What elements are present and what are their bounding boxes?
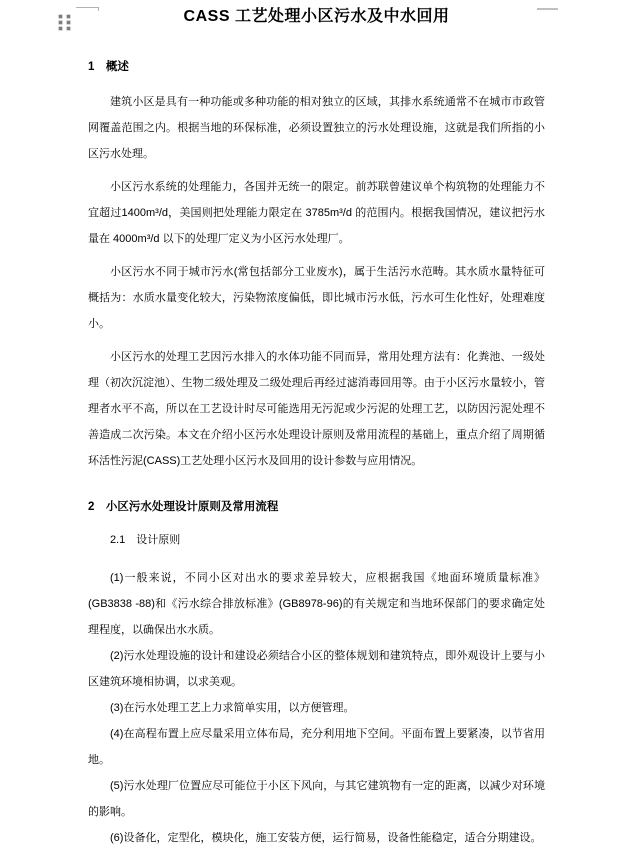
document-page	[0, 6, 633, 844]
top-edge-mark-left	[76, 7, 99, 8]
section-2-heading: 2 小区污水处理设计原则及常用流程	[88, 501, 279, 513]
paragraph: 小区污水系统的处理能力，各国并无统一的限定。前苏联曾建议单个构筑物的处理能力不宜超过1400m³/d，美国则把处理能力限定在 3785m³/d 的范围内。根据我国情况，建议把污水量在 4000m³/d 以下的处理厂定义为小区污水处理厂。	[88, 181, 545, 245]
paragraph: 小区污水不同于城市污水(常包括部分工业废水)，属于生活污水范畴。其水质水量特征可概括为：水质水量变化较大，污染物浓度偏低，即比城市污水低，污水可生化性好，处理难度小。	[88, 266, 545, 330]
drag-handle-icon[interactable]	[59, 15, 70, 30]
document-title: CASS 工艺处理小区污水及中水回用	[183, 8, 450, 25]
paragraph: 建筑小区是具有一种功能或多种功能的相对独立的区域，其排水系统通常不在城市市政管网覆盖范围之内。根据当地的环保标准，必须设置独立的污水处理设施，这就是我们所指的小区污水处理。	[88, 96, 545, 160]
dot	[67, 27, 70, 30]
list-item: (4)在高程布置上应尽量采用立体布局，充分利用地下空间。平面布置上要紧凑，以节省用地。	[88, 728, 545, 766]
dot	[67, 15, 70, 18]
paragraph: 小区污水的处理工艺因污水排入的水体功能不同而异，常用处理方法有：化粪池、一级处理（初次沉淀池）、生物二级处理及二级处理后再经过滤消毒回用等。由于小区污水量较小，管理者水平不高，所以在工艺设计时尽可能选用无污泥或少污泥的处理工艺，以防因污泥处理不善造成二次污染。本文在介绍小区污水处理设计原则及常用流程的基础上，重点介绍了周期循环活性污泥(CASS)工艺处理小区污水及回用的设计参数与应用情况。	[88, 351, 545, 467]
list-item: (2)污水处理设施的设计和建设必须结合小区的整体规划和建筑特点，即外观设计上要与小区建筑环境相协调，以求美观。	[88, 650, 545, 688]
dot	[67, 21, 70, 24]
list-item: (5)污水处理厂位置应尽可能位于小区下风向，与其它建筑物有一定的距离，以减少对环境的影响。	[88, 780, 545, 818]
list-item: (6)设备化，定型化，模块化，施工安装方便，运行简易，设备性能稳定，适合分期建设。	[110, 832, 542, 844]
list-item: (3)在污水处理工艺上力求简单实用，以方便管理。	[110, 702, 355, 714]
list-item: (1)一般来说，不同小区对出水的要求差异较大，应根据我国《地面环境质量标准》(GB3838 -88)和《污水综合排放标准》(GB8978-96)的有关规定和当地环保部门的要求确定处理程度，以确保出水水质。	[88, 572, 545, 636]
document-body	[0, 60, 633, 851]
top-edge-mark-right	[537, 8, 558, 10]
dot	[59, 21, 62, 24]
dot	[59, 15, 62, 18]
dot	[59, 27, 62, 30]
section-1-heading: 1 概述	[88, 61, 129, 73]
subsection-2-1-heading: 2.1 设计原则	[110, 534, 181, 546]
